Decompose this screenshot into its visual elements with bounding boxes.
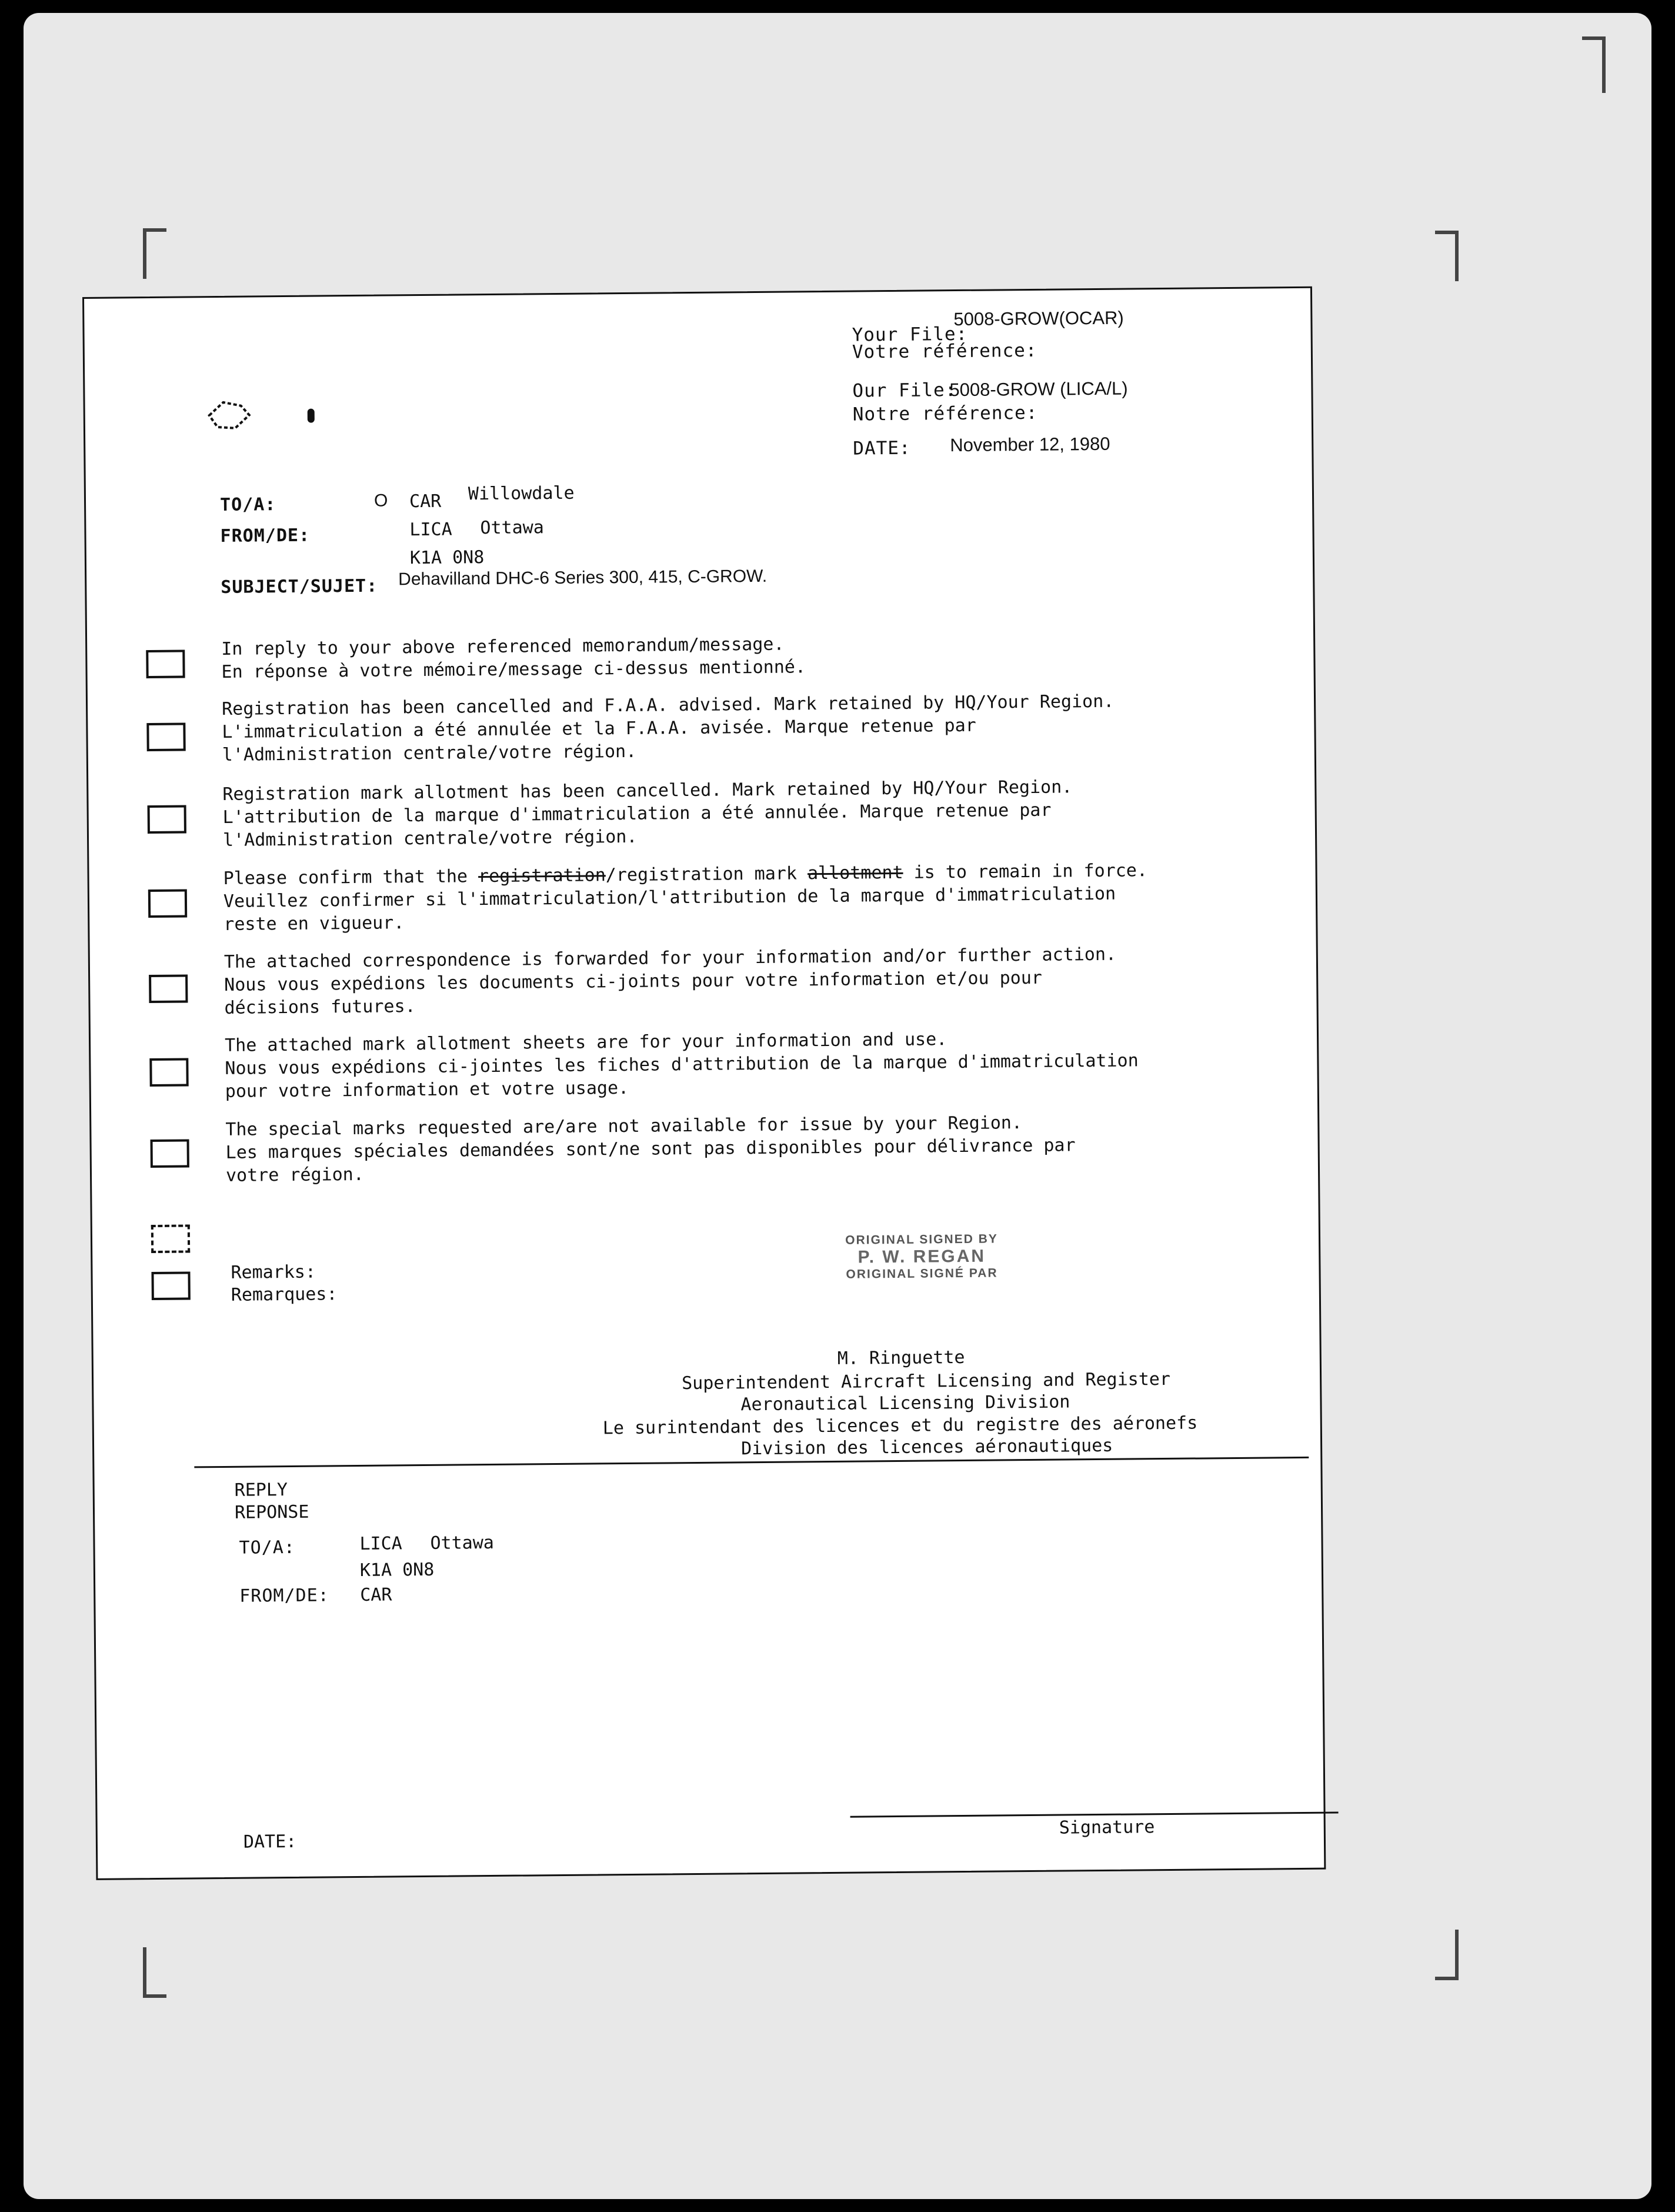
- reply-label-en: REPLY: [234, 1480, 288, 1501]
- to-place: Willowdale: [468, 482, 575, 505]
- to-value: CAR: [409, 491, 442, 512]
- dot-mark: [308, 409, 315, 423]
- our-file-value: 5008-GROW (LICA/L): [949, 378, 1128, 401]
- signature-label: Signature: [1059, 1817, 1155, 1838]
- subject-label: SUBJECT/SUJET:: [221, 575, 378, 598]
- option-4-line-fr: Veuillez confirmer si l'immatriculation/l'attribution de la marque d'immatriculation: [223, 883, 1116, 912]
- option-2-line-fr-2: l'Administration centrale/votre région.: [222, 741, 637, 765]
- crop-mark-top-left: [143, 228, 166, 279]
- option-3-text: [222, 775, 1073, 852]
- reply-from-label: FROM/DE:: [239, 1585, 329, 1607]
- remarks-label-en: Remarks:: [231, 1261, 316, 1283]
- signatory-division-en: Aeronautical Licensing Division: [740, 1391, 1070, 1415]
- your-file-value: 5008-GROW(OCAR): [953, 307, 1124, 330]
- option-checkbox-7[interactable]: [151, 1139, 189, 1168]
- date-label: DATE:: [853, 437, 911, 459]
- from-label: FROM/DE:: [220, 525, 311, 547]
- votre-reference-label: Votre référence:: [852, 339, 1037, 363]
- date-value: November 12, 1980: [950, 433, 1110, 456]
- signatory-title-fr: Le surintendant des licences et du registre des aéronefs: [602, 1413, 1198, 1439]
- option-7-text: [225, 1111, 1076, 1187]
- your-file-label: Your File:: [852, 323, 968, 346]
- option-2-line-en: Registration has been cancelled and F.A.A. advised. Mark retained by HQ/Your Region.: [221, 691, 1115, 719]
- stamp-line-1: ORIGINAL SIGNED BY: [845, 1232, 998, 1247]
- remarks-label-fr: Remarques:: [231, 1284, 338, 1305]
- option-6-text: [225, 1026, 1139, 1103]
- option-checkbox-4[interactable]: [148, 889, 187, 918]
- option-3-line-fr-2: l'Administration centrale/votre région.: [222, 826, 638, 851]
- option-5-line-fr-2: décisions futures.: [224, 996, 416, 1018]
- stamp-name: P. W. REGAN: [857, 1246, 986, 1267]
- stamp-line-3: ORIGINAL SIGNÉ PAR: [846, 1266, 998, 1281]
- crop-mark-bottom-left: [143, 1947, 166, 1998]
- option-6-line-en: The attached mark allotment sheets are for your information and use.: [224, 1029, 947, 1056]
- option-7-line-en: The special marks requested are/are not available for issue by your Region.: [225, 1112, 1023, 1140]
- from-place: Ottawa: [480, 517, 544, 539]
- option-3-line-fr: L'attribution de la marque d'immatriculation a été annulée. Marque retenue par: [222, 799, 1052, 828]
- option-checkbox-3[interactable]: [148, 805, 186, 834]
- our-file-label: Our File:: [852, 379, 957, 402]
- reply-from-value: CAR: [360, 1584, 392, 1605]
- option-6-line-fr-2: pour votre information et votre usage.: [225, 1077, 629, 1102]
- reply-label-fr: REPONSE: [234, 1501, 309, 1523]
- option-5-text: [224, 943, 1117, 1020]
- option-5-line-en: The attached correspondence is forwarded for your information and/or further action.: [223, 944, 1117, 972]
- option-checkbox-8[interactable]: [151, 1224, 190, 1253]
- option-1-text: [221, 632, 806, 684]
- notre-reference-label: Notre référence:: [852, 402, 1038, 425]
- reply-to-postal: K1A 0N8: [359, 1559, 435, 1581]
- crop-mark-bottom-right: [1435, 1930, 1459, 1980]
- option-4-text: [223, 859, 1147, 936]
- option-checkbox-5[interactable]: [149, 974, 188, 1003]
- remarks-checkbox[interactable]: [151, 1271, 190, 1300]
- crop-mark-outer-top-right: [1582, 36, 1606, 93]
- from-value: LICA: [409, 519, 452, 541]
- signatory-title-en: Superintendent Aircraft Licensing and Register: [682, 1368, 1171, 1394]
- crop-mark-top-right: [1435, 231, 1459, 281]
- struck-allotment: allotment: [807, 862, 903, 884]
- option-6-line-fr: Nous vous expédions ci-jointes les fiches d'attribution de la marque d'immatriculation: [225, 1050, 1139, 1079]
- option-1-line-en: In reply to your above referenced memorandum/message.: [221, 634, 785, 659]
- to-label: TO/A:: [219, 494, 276, 515]
- memo-document: [82, 287, 1326, 1880]
- option-7-line-fr: Les marques spéciales demandées sont/ne sont pas disponibles pour délivrance par: [225, 1135, 1076, 1163]
- reply-to-value: LICA: [359, 1533, 402, 1554]
- struck-registration: registration: [478, 865, 606, 887]
- reply-date-label: DATE:: [243, 1831, 297, 1853]
- reply-to-place: Ottawa: [430, 1532, 495, 1554]
- option-2-text: [222, 690, 1115, 767]
- from-postal: K1A 0N8: [409, 547, 485, 569]
- subject-value: Dehavilland DHC-6 Series 300, 415, C-GROW.: [398, 566, 768, 589]
- option-3-line-en: Registration mark allotment has been cancelled. Mark retained by HQ/Your Region.: [222, 777, 1073, 805]
- option-4-line-en: Please confirm that the registration/registration mark allotment is to remain in force.: [223, 860, 1148, 889]
- option-checkbox-2[interactable]: [146, 722, 185, 751]
- option-2-line-fr: L'immatriculation a été annulée et la F.A.A. avisée. Marque retenue par: [222, 715, 976, 742]
- option-1-line-fr: En réponse à votre mémoire/message ci-dessus mentionné.: [221, 657, 806, 682]
- signatory-division-fr: Division des licences aéronautiques: [740, 1435, 1113, 1460]
- option-checkbox-1[interactable]: [146, 650, 185, 679]
- hole-punch-mark: [206, 397, 253, 432]
- to-prefix: O: [373, 491, 388, 511]
- option-7-line-fr-2: votre région.: [225, 1164, 364, 1186]
- signatory-name: M. Ringuette: [837, 1347, 965, 1369]
- signature-stamp: [810, 1232, 1034, 1282]
- reply-to-label: TO/A:: [239, 1537, 296, 1558]
- option-checkbox-6[interactable]: [149, 1058, 188, 1087]
- option-5-line-fr: Nous vous expédions les documents ci-joints pour votre information et/ou pour: [224, 967, 1043, 995]
- option-4-line-fr-2: reste en vigueur.: [223, 912, 405, 935]
